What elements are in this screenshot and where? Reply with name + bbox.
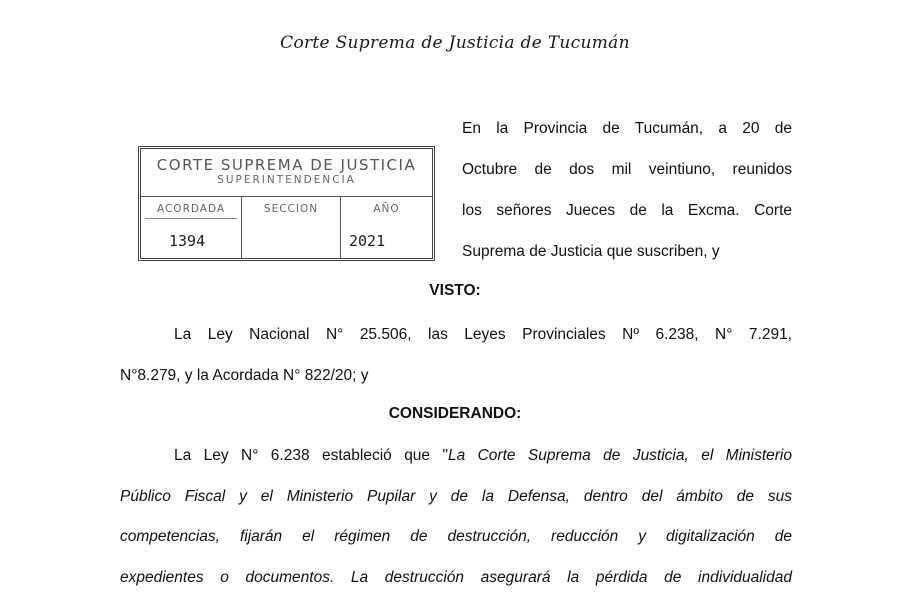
considerando-line — [120, 436, 792, 477]
stamp-acordada-label: ACORDADA — [145, 197, 237, 219]
stamp-acordada-value: 1394 — [169, 232, 206, 250]
intro-line: Suprema de Justicia que suscriben, y — [462, 243, 720, 260]
court-letterhead: Corte Suprema de Justicia de Tucumán — [280, 33, 630, 53]
intro-paragraph — [462, 108, 792, 272]
stamp-anio-cell — [341, 197, 432, 258]
intro-line: En la Provincia de Tucumán, a 20 de — [462, 120, 792, 137]
considerando-heading: CONSIDERANDO: — [388, 405, 522, 422]
visto-line: La Ley Nacional N° 25.506, las Leyes Provinciales Nº 6.238, N° 7.291, — [174, 326, 792, 343]
considerando-line: expedientes o documentos. La destrucción asegurará la pérdida de individualidad — [120, 568, 792, 586]
considerando-line-quote: La Corte Suprema de Justicia, el Ministerio — [447, 447, 792, 464]
intro-line: Octubre de dos mil veintiuno, reunidos — [462, 161, 792, 178]
stamp-seccion-label: SECCION — [263, 203, 319, 215]
visto-line: N°8.279, y la Acordada N° 822/20; y — [120, 366, 369, 384]
considerando-line: Público Fiscal y el Ministerio Pupilar y de la Defensa, dentro del ámbito de sus — [120, 487, 792, 505]
stamp-acordada-cell — [141, 197, 242, 258]
stamp-organization: CORTE SUPREMA DE JUSTICIA — [156, 156, 417, 174]
visto-heading: VISTO: — [429, 282, 481, 299]
stamp-seccion-cell — [242, 197, 341, 258]
stamp-anio-label: AÑO — [373, 203, 400, 215]
stamp-anio-value: 2021 — [349, 232, 386, 250]
considerando-line-prefix: La Ley N° 6.238 estableció que " — [174, 447, 448, 464]
stamp-department: SUPERINTENDENCIA — [217, 174, 356, 186]
considerando-line: competencias, fijarán el régimen de destrucción, reducción y digitalización de — [120, 528, 792, 545]
stamp-header — [141, 149, 432, 197]
intro-line: los señores Jueces de la Excma. Corte — [462, 202, 792, 219]
visto-paragraph — [120, 315, 792, 396]
acordada-stamp — [138, 146, 435, 261]
stamp-fields-row — [141, 197, 432, 258]
considerando-paragraph — [120, 436, 792, 598]
